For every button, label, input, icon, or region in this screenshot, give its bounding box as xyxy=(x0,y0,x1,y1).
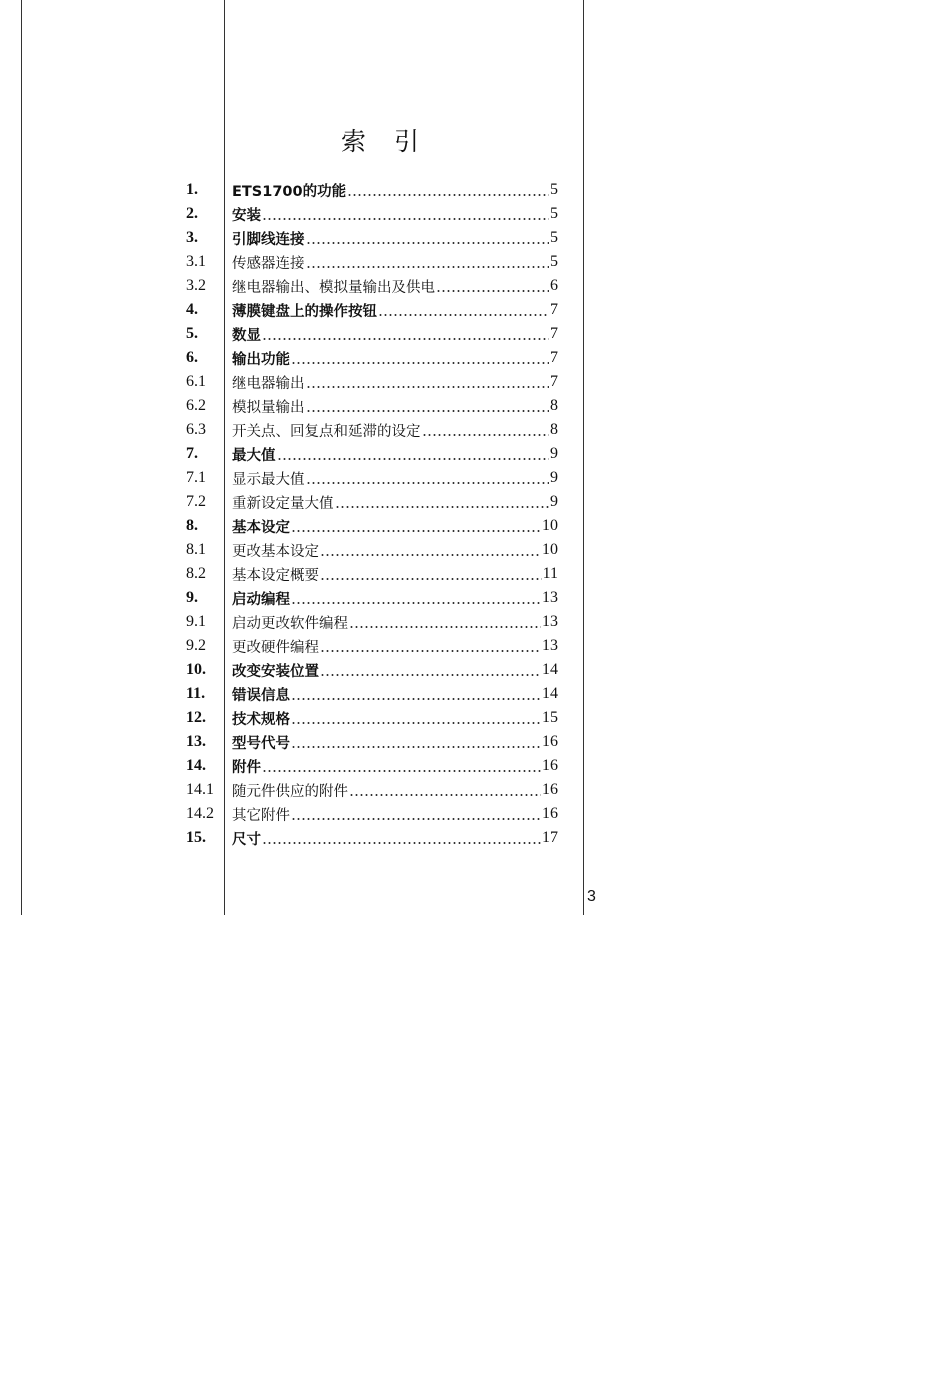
toc-entry xyxy=(0,658,583,682)
toc-entry-title: 错误信息 xyxy=(232,687,290,704)
toc-entry xyxy=(0,538,583,562)
toc-entry xyxy=(0,442,583,466)
toc-entry-line xyxy=(232,418,558,442)
toc-entry-page: 16 xyxy=(542,733,558,750)
toc-dot-leader xyxy=(320,554,541,556)
toc-entry xyxy=(0,226,583,250)
toc-entry-number: 3.1 xyxy=(186,253,206,270)
toc-entry-line xyxy=(232,754,558,778)
toc-entry-number: 6. xyxy=(186,349,198,366)
toc-entry-line xyxy=(232,778,558,802)
toc-dot-leader xyxy=(320,578,542,580)
toc-dot-leader xyxy=(291,362,549,364)
toc-entry-title: 继电器输出 xyxy=(232,375,305,392)
toc-entry-title: 输出功能 xyxy=(232,351,290,368)
toc-entry-page: 5 xyxy=(550,229,558,246)
toc-entry-title: 重新设定量大值 xyxy=(232,495,334,512)
toc-entry-number: 8. xyxy=(186,517,198,534)
toc-entry-number: 6.1 xyxy=(186,373,206,390)
toc-entry-page: 7 xyxy=(550,301,558,318)
toc-entry-number: 9.2 xyxy=(186,637,206,654)
toc-entry xyxy=(0,562,583,586)
toc-entry-line xyxy=(232,370,558,394)
toc-entry-title: 技术规格 xyxy=(232,711,290,728)
toc-entry-title: 基本设定概要 xyxy=(232,567,319,584)
toc-dot-leader xyxy=(422,434,550,436)
toc-dot-leader xyxy=(291,698,541,700)
toc-entry-line xyxy=(232,202,558,226)
toc-entry xyxy=(0,730,583,754)
page-number: 3 xyxy=(587,888,596,905)
toc-dot-leader xyxy=(306,410,550,412)
toc-entry-page: 13 xyxy=(542,589,558,606)
toc-dot-leader xyxy=(291,722,541,724)
toc-dot-leader xyxy=(291,746,541,748)
toc-dot-leader xyxy=(320,674,541,676)
toc-entry-line xyxy=(232,322,558,346)
toc-entry xyxy=(0,178,583,202)
toc-entry-page: 14 xyxy=(542,685,558,702)
toc-entry xyxy=(0,298,583,322)
toc-entry-number: 4. xyxy=(186,301,198,318)
toc-entry-title: 引脚线连接 xyxy=(232,231,305,248)
toc-dot-leader xyxy=(347,194,549,196)
toc-entry-page: 10 xyxy=(542,517,558,534)
toc-entry xyxy=(0,202,583,226)
toc-entry-line xyxy=(232,610,558,634)
toc-dot-leader xyxy=(262,770,541,772)
toc-entry-line xyxy=(232,586,558,610)
toc-entry-title: 改变安装位置 xyxy=(232,663,319,680)
toc-entry-number: 6.3 xyxy=(186,421,206,438)
toc-entry-number: 14. xyxy=(186,757,206,774)
toc-entry-line xyxy=(232,274,558,298)
page-title: 索 引 xyxy=(341,127,429,156)
toc-dot-leader xyxy=(291,530,541,532)
toc-entry-page: 5 xyxy=(550,205,558,222)
toc-dot-leader xyxy=(378,314,549,316)
toc-entry-line xyxy=(232,682,558,706)
toc-entry-page: 17 xyxy=(542,829,558,846)
toc-entry-line xyxy=(232,346,558,370)
toc-entry-number: 7.2 xyxy=(186,493,206,510)
toc-entry xyxy=(0,466,583,490)
toc-entry-page: 16 xyxy=(542,781,558,798)
toc-entry-title: 附件 xyxy=(232,759,261,776)
toc-entry-line xyxy=(232,178,558,202)
toc-entry-page: 11 xyxy=(542,565,558,582)
toc-entry xyxy=(0,706,583,730)
toc-entry-page: 13 xyxy=(542,637,558,654)
toc-entry-line xyxy=(232,706,558,730)
toc-entry xyxy=(0,802,583,826)
toc-entry xyxy=(0,370,583,394)
toc-entry xyxy=(0,490,583,514)
toc-entry-page: 13 xyxy=(542,613,558,630)
toc-dot-leader xyxy=(320,650,541,652)
toc-dot-leader xyxy=(262,338,549,340)
toc-entry-number: 9. xyxy=(186,589,198,606)
toc-dot-leader xyxy=(262,218,549,220)
toc-entry-page: 7 xyxy=(550,349,558,366)
toc-entry-number: 8.1 xyxy=(186,541,206,558)
toc-dot-leader xyxy=(306,242,550,244)
toc-entry xyxy=(0,826,583,850)
toc-entry-number: 3.2 xyxy=(186,277,206,294)
toc-entry-title: 继电器输出、模拟量输出及供电 xyxy=(232,279,435,296)
toc-entry-number: 13. xyxy=(186,733,206,750)
toc-entry-title: 随元件供应的附件 xyxy=(232,783,348,800)
toc-entry-title: 传感器连接 xyxy=(232,255,305,272)
toc-entry-page: 7 xyxy=(550,325,558,342)
toc-entry-number: 15. xyxy=(186,829,206,846)
toc-entry-line xyxy=(232,394,558,418)
toc-entry-title: 薄膜键盘上的操作按钮 xyxy=(232,303,377,320)
toc-entry-number: 14.2 xyxy=(186,805,214,822)
toc-entry xyxy=(0,514,583,538)
toc-entry-number: 6.2 xyxy=(186,397,206,414)
toc-entry xyxy=(0,394,583,418)
toc-entry-title: 安装 xyxy=(232,207,261,224)
toc-entry xyxy=(0,634,583,658)
toc-entry-page: 10 xyxy=(542,541,558,558)
toc-entry-title: 显示最大值 xyxy=(232,471,305,488)
toc-dot-leader xyxy=(335,506,550,508)
toc-entry-page: 9 xyxy=(550,445,558,462)
toc-dot-leader xyxy=(262,842,541,844)
toc-entry xyxy=(0,610,583,634)
toc-entry-title: 启动编程 xyxy=(232,591,290,608)
toc-entry-number: 10. xyxy=(186,661,206,678)
toc-entry-page: 14 xyxy=(542,661,558,678)
toc-entry-title: 型号代号 xyxy=(232,735,290,752)
toc-entry-page: 8 xyxy=(550,421,558,438)
toc-dot-leader xyxy=(436,290,549,292)
toc-entry-line xyxy=(232,802,558,826)
toc-entry-title: 更改硬件编程 xyxy=(232,639,319,656)
toc-entry-page: 16 xyxy=(542,805,558,822)
toc-dot-leader xyxy=(291,602,541,604)
toc-entry xyxy=(0,322,583,346)
toc-entry-page: 9 xyxy=(550,493,558,510)
toc-dot-leader xyxy=(277,458,550,460)
toc-entry-number: 12. xyxy=(186,709,206,726)
toc-entry-line xyxy=(232,514,558,538)
toc-dot-leader xyxy=(306,482,550,484)
toc-entry-title: 尺寸 xyxy=(232,831,261,848)
toc-dot-leader xyxy=(306,266,550,268)
toc-entry-page: 15 xyxy=(542,709,558,726)
toc-entry-number: 9.1 xyxy=(186,613,206,630)
toc-entry-line xyxy=(232,658,558,682)
toc-entry-number: 5. xyxy=(186,325,198,342)
toc-entry-page: 6 xyxy=(550,277,558,294)
toc-entry-number: 14.1 xyxy=(186,781,214,798)
toc-entry-number: 1. xyxy=(186,181,198,198)
toc-entry-title: 数显 xyxy=(232,327,261,344)
toc-entry-title: 其它附件 xyxy=(232,807,290,824)
toc-entry xyxy=(0,754,583,778)
toc-entry xyxy=(0,778,583,802)
toc-entry-line xyxy=(232,298,558,322)
toc-entry-line xyxy=(232,442,558,466)
toc-entry-title: 基本设定 xyxy=(232,519,290,536)
toc-entry-number: 3. xyxy=(186,229,198,246)
toc-entry-page: 9 xyxy=(550,469,558,486)
toc-entry-line xyxy=(232,634,558,658)
toc-entry-line xyxy=(232,490,558,514)
toc-entry-number: 7. xyxy=(186,445,198,462)
toc-entry-number: 7.1 xyxy=(186,469,206,486)
toc-entry xyxy=(0,346,583,370)
toc-entry-line xyxy=(232,826,558,850)
toc-dot-leader xyxy=(349,626,541,628)
toc-entry-line xyxy=(232,562,558,586)
right-margin-rule xyxy=(583,0,584,915)
toc-entry-title: ETS1700的功能 xyxy=(232,183,347,200)
toc-entry-line xyxy=(232,466,558,490)
toc-entry-title: 模拟量输出 xyxy=(232,399,305,416)
toc-entry xyxy=(0,274,583,298)
toc-entry-title: 更改基本设定 xyxy=(232,543,319,560)
toc-dot-leader xyxy=(349,794,541,796)
toc-entry-line xyxy=(232,538,558,562)
toc-entry-page: 5 xyxy=(550,253,558,270)
toc-entry-page: 8 xyxy=(550,397,558,414)
toc-entry-line xyxy=(232,250,558,274)
toc-entry-number: 11. xyxy=(186,685,206,702)
toc-entry-page: 5 xyxy=(550,181,558,198)
toc-entry-title: 开关点、回复点和延滞的设定 xyxy=(232,423,421,440)
toc-dot-leader xyxy=(291,818,541,820)
toc-entry-page: 16 xyxy=(542,757,558,774)
toc-entry-line xyxy=(232,730,558,754)
toc-entry-number: 2. xyxy=(186,205,198,222)
toc-entry-title: 最大值 xyxy=(232,447,276,464)
toc-entry-line xyxy=(232,226,558,250)
toc-entry-title: 启动更改软件编程 xyxy=(232,615,348,632)
toc-entry-page: 7 xyxy=(550,373,558,390)
toc-entry xyxy=(0,586,583,610)
toc-entry xyxy=(0,682,583,706)
toc-entry xyxy=(0,250,583,274)
toc-dot-leader xyxy=(306,386,550,388)
toc-entry xyxy=(0,418,583,442)
toc-entry-number: 8.2 xyxy=(186,565,206,582)
